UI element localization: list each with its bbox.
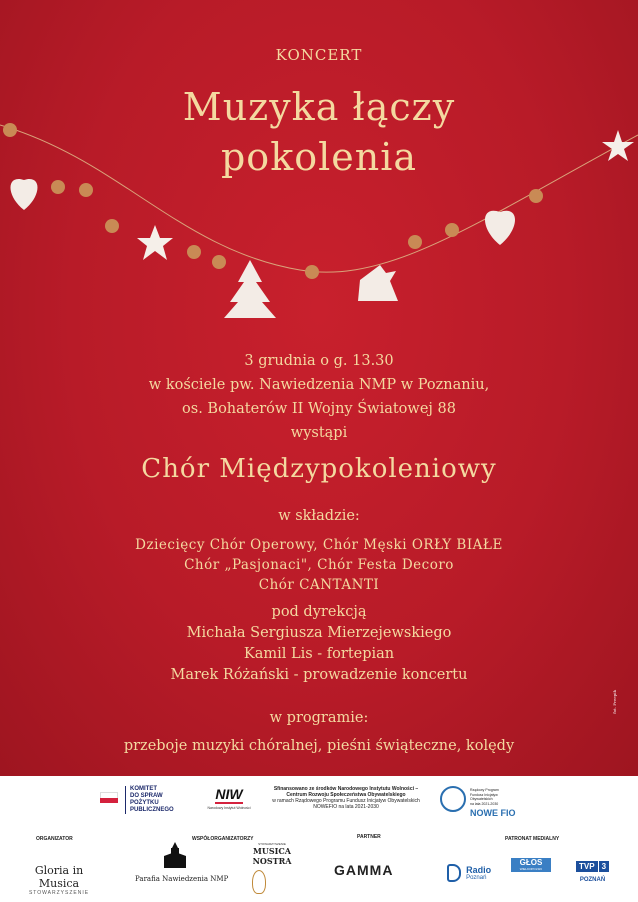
nowe-fio-logo: NOWE FIO	[470, 808, 516, 818]
organizer-label: ORGANIZATOR	[36, 836, 73, 842]
flag-icon	[100, 792, 118, 802]
event-venue: w kościele pw. Nawiedzenia NMP w Poznaniu,	[148, 377, 490, 393]
gamma-logo: GAMMA	[334, 862, 394, 878]
parafia-logo-text: Parafia Nawiedzenia NMP	[135, 875, 229, 883]
members-line-2: Chór „Pasjonaci", Chór Festa Decoro	[184, 557, 454, 573]
partner-label: PARTNER	[357, 834, 381, 840]
direction-info	[0, 602, 638, 686]
glos-wielkopolski-logo: GŁOS WIELKOPOLSKI	[511, 858, 551, 872]
coorganizers-label: WSPÓŁORGANIZATORZY	[192, 836, 254, 842]
treble-clef-icon	[252, 870, 266, 894]
niw-logo: NIW Narodowy Instytut Wolności	[207, 786, 251, 810]
sponsors-footer	[0, 776, 638, 902]
event-type-label: KONCERT	[275, 46, 363, 64]
funding-statement: Sfinansowano ze środków Narodowego Instytutu Wolności – Centrum Rozwoju Społeczeństwa Obywatelskiego w ramach Rządowego Programu Fundusz Inicjatyw Obywatelskich NOWEFIO na lata 2021-2030	[272, 786, 420, 810]
photo-credit: fot. Freepik	[612, 690, 617, 714]
director-name: Michała Sergiusza Mierzejewskiego	[186, 625, 452, 641]
fio-caption: Rządowy Program Fundusz Inicjatyw Obywatelskich na lata 2021-2030	[470, 788, 499, 806]
fio-bulb-icon	[440, 786, 466, 812]
media-patron-label: PATRONAT MEDIALNY	[505, 836, 560, 842]
members-line-3: Chór CANTANTI	[258, 577, 380, 593]
direction-heading: pod dyrekcją	[271, 604, 367, 620]
host: Marek Różański - prowadzenie koncertu	[170, 667, 468, 683]
program-heading: w programie:	[269, 710, 369, 726]
tvp3-logo: TVP 3 POZNAŃ	[576, 856, 609, 883]
event-date: 3 grudnia o g. 13.30	[244, 353, 394, 369]
title-line-2: pokolenia	[220, 135, 418, 179]
members-line-1: Dziecięcy Chór Operowy, Chór Męski ORŁY BIAŁE	[135, 537, 503, 553]
church-icon	[160, 842, 190, 868]
event-address: os. Bohaterów II Wojny Światowej 88	[182, 401, 456, 417]
title-line-1: Muzyka łączy	[182, 85, 456, 129]
komitet-logo: KOMITET DO SPRAW POŻYTKU PUBLICZNEGO	[125, 786, 174, 814]
event-details	[0, 349, 638, 445]
musica-nostra-logo: STOWARZYSZENIE MUSICA NOSTRA	[252, 842, 292, 866]
composition-heading: w składzie:	[278, 508, 360, 524]
performs-label: wystąpi	[290, 425, 348, 441]
choir-members	[0, 535, 638, 595]
radio-icon	[447, 864, 461, 882]
poster-title	[0, 82, 638, 182]
radio-poznan-logo: Radio Poznań	[447, 862, 491, 882]
program-text: przeboje muzyki chóralnej, pieśni świąteczne, kolędy	[123, 738, 515, 754]
choir-name: Chór Międzypokoleniowy	[141, 454, 497, 484]
pianist: Kamil Lis - fortepian	[243, 646, 395, 662]
gloria-in-musica-logo: Gloria in Musica STOWARZYSZENIE	[28, 864, 90, 896]
